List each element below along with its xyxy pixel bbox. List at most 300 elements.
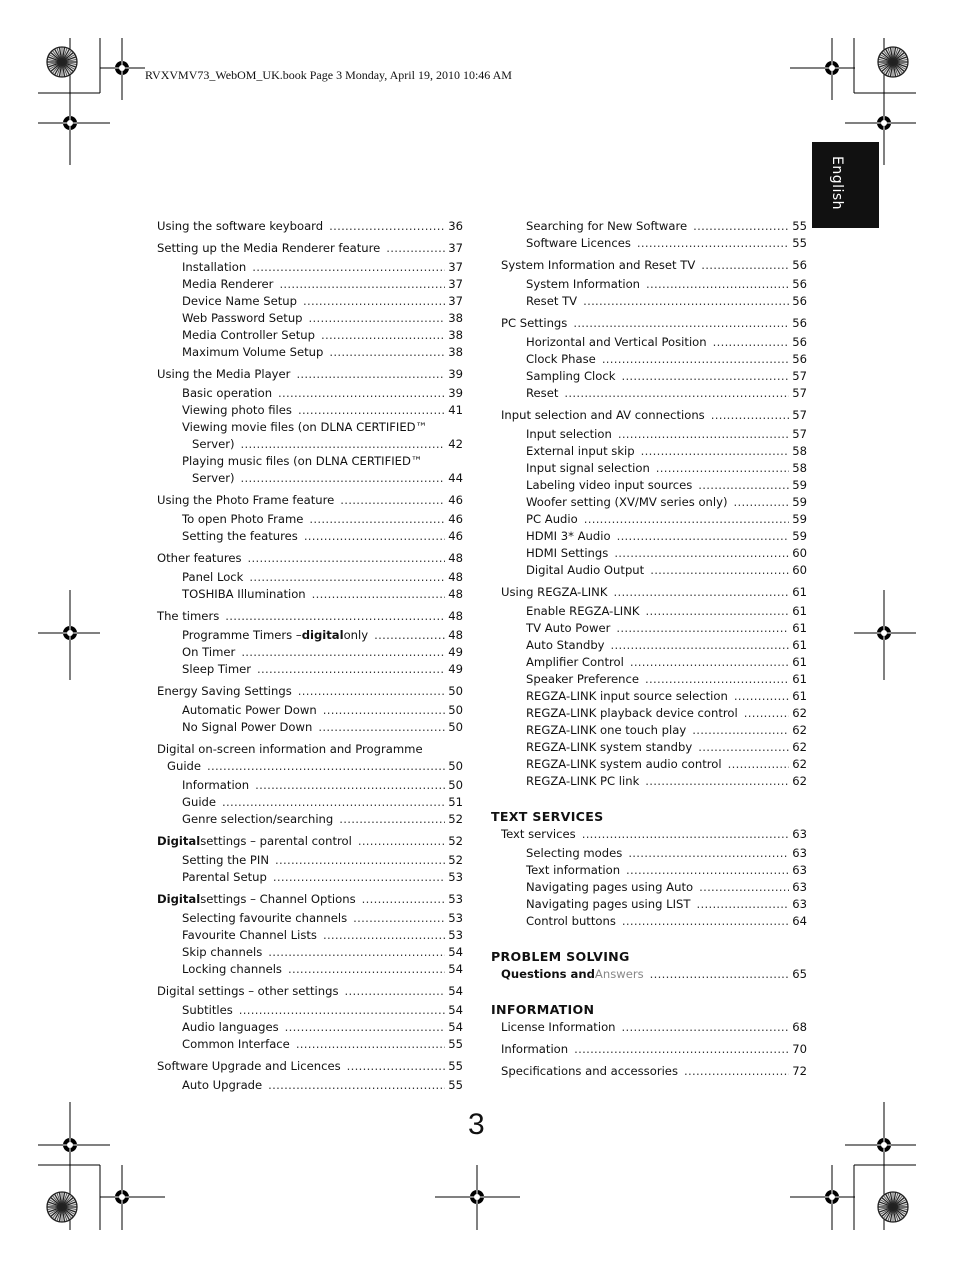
toc-page-number: 61 — [792, 689, 807, 703]
toc-entry-title-bold: Questions and — [501, 967, 595, 981]
toc-page-number: 46 — [448, 493, 463, 507]
dot-leader — [650, 966, 790, 983]
toc-page-number: 57 — [792, 369, 807, 383]
dot-leader — [614, 545, 789, 562]
toc-page-number: 48 — [448, 551, 463, 565]
dot-leader — [701, 257, 789, 274]
dot-leader — [734, 494, 790, 511]
toc-entry[interactable] — [491, 739, 807, 756]
toc-page-number: 41 — [448, 403, 463, 417]
toc-entry-title: Software Upgrade and Licences — [157, 1059, 341, 1073]
dot-leader — [574, 1041, 789, 1058]
toc-entry[interactable] — [157, 741, 463, 775]
toc-page-number: 63 — [792, 863, 807, 877]
toc-page-number: 56 — [792, 258, 807, 272]
dot-leader — [255, 777, 445, 794]
toc-page-number: 62 — [792, 774, 807, 788]
toc-entry[interactable] — [157, 702, 463, 719]
toc-entry[interactable] — [157, 833, 463, 850]
toc-page-number: 39 — [448, 367, 463, 381]
toc-page-number: 55 — [448, 1059, 463, 1073]
toc-entry[interactable] — [157, 240, 463, 257]
toc-page-number: 56 — [792, 352, 807, 366]
toc-page-number: 62 — [792, 757, 807, 771]
dot-leader — [728, 756, 790, 773]
toc-entry[interactable] — [491, 654, 807, 671]
toc-page-number: 63 — [792, 897, 807, 911]
dot-leader — [711, 407, 790, 424]
toc-entry-title: Web Password Setup — [182, 311, 303, 325]
toc-page-number: 63 — [792, 880, 807, 894]
dot-leader — [257, 661, 445, 678]
toc-entry[interactable] — [491, 494, 807, 511]
toc-entry[interactable] — [491, 426, 807, 443]
toc-entry[interactable] — [157, 869, 463, 886]
toc-entry-title: HDMI Settings — [526, 546, 609, 560]
dot-leader — [252, 259, 445, 276]
toc-entry-title: Information — [501, 1042, 569, 1056]
dot-leader — [692, 722, 789, 739]
toc-entry[interactable] — [491, 896, 807, 913]
dot-leader — [241, 436, 446, 453]
toc-entry[interactable] — [491, 705, 807, 722]
dot-leader — [222, 794, 445, 811]
toc-entry[interactable] — [157, 259, 463, 276]
toc-entry-title: Setting up the Media Renderer feature — [157, 241, 381, 255]
toc-page-number: 68 — [792, 1020, 807, 1034]
toc-entry[interactable] — [491, 826, 807, 843]
dot-leader — [645, 671, 789, 688]
dot-leader — [321, 327, 445, 344]
toc-entry-title: Auto Upgrade — [182, 1078, 263, 1092]
dot-leader — [303, 293, 445, 310]
toc-entry[interactable] — [491, 620, 807, 637]
toc-entry-title: Device Name Setup — [182, 294, 297, 308]
toc-entry[interactable] — [157, 927, 463, 944]
dot-leader — [684, 1063, 789, 1080]
toc-entry[interactable] — [491, 671, 807, 688]
toc-entry[interactable] — [157, 1019, 463, 1036]
dot-leader — [386, 240, 445, 257]
toc-entry[interactable] — [157, 852, 463, 869]
toc-entry[interactable] — [491, 773, 807, 790]
toc-entry[interactable] — [157, 683, 463, 700]
toc-entry[interactable] — [157, 511, 463, 528]
toc-entry[interactable] — [157, 661, 463, 678]
dot-leader — [298, 402, 445, 419]
toc-entry-title: Audio languages — [182, 1020, 279, 1034]
toc-entry[interactable] — [491, 235, 807, 252]
dot-leader — [268, 944, 445, 961]
toc-entry[interactable] — [157, 385, 463, 402]
toc-page-number: 37 — [448, 260, 463, 274]
toc-page-number: 55 — [448, 1078, 463, 1092]
dot-leader — [713, 334, 790, 351]
toc-entry[interactable] — [491, 528, 807, 545]
dot-leader — [279, 276, 445, 293]
dot-leader — [207, 758, 445, 775]
toc-page-number: 59 — [792, 495, 807, 509]
toc-entry[interactable] — [491, 862, 807, 879]
dot-leader — [584, 511, 790, 528]
toc-page-number: 62 — [792, 740, 807, 754]
toc-entry-title-cont: Server) — [192, 471, 235, 485]
dot-leader — [340, 492, 445, 509]
dot-leader — [641, 443, 790, 460]
toc-entry-title: Input signal selection — [526, 461, 650, 475]
toc-page-number: 37 — [448, 294, 463, 308]
toc-page-number: 50 — [448, 759, 463, 773]
page-number: 3 — [468, 1108, 485, 1141]
toc-page-number: 54 — [448, 962, 463, 976]
toc-entry[interactable] — [491, 460, 807, 477]
toc-page-number: 61 — [792, 672, 807, 686]
toc-entry[interactable] — [157, 944, 463, 961]
toc-entry[interactable] — [491, 276, 807, 293]
dot-leader — [248, 550, 446, 567]
toc-entry[interactable] — [491, 966, 807, 983]
toc-entry[interactable] — [491, 845, 807, 862]
dot-leader — [362, 891, 446, 908]
toc-page-number: 61 — [792, 621, 807, 635]
toc-page-number: 54 — [448, 1003, 463, 1017]
toc-page-number: 56 — [792, 316, 807, 330]
dot-leader — [628, 845, 789, 862]
toc-entry-title: Panel Lock — [182, 570, 244, 584]
toc-entry[interactable] — [157, 344, 463, 361]
toc-page-number: 63 — [792, 846, 807, 860]
toc-entry-title: Other features — [157, 551, 242, 565]
dot-leader — [323, 927, 445, 944]
dot-leader — [645, 773, 789, 790]
toc-page-number: 59 — [792, 512, 807, 526]
toc-page-number: 60 — [792, 546, 807, 560]
toc-page-number: 44 — [448, 471, 463, 485]
dot-leader — [239, 1002, 445, 1019]
toc-entry[interactable] — [491, 351, 807, 368]
toc-page-number: 52 — [448, 812, 463, 826]
dot-leader — [241, 470, 446, 487]
toc-entry-title: License Information — [501, 1020, 616, 1034]
toc-page-number: 51 — [448, 795, 463, 809]
toc-entry[interactable] — [491, 293, 807, 310]
toc-page-number: 54 — [448, 1020, 463, 1034]
toc-entry-title-suffix: only — [343, 628, 369, 642]
toc-page-number: 56 — [792, 335, 807, 349]
section-heading: TEXT SERVICES — [491, 809, 604, 824]
toc-entry-title: Sleep Timer — [182, 662, 252, 676]
toc-entry[interactable] — [157, 276, 463, 293]
toc-entry-title: Using the Media Player — [157, 367, 291, 381]
toc-entry-title: No Signal Power Down — [182, 720, 313, 734]
toc-page-number: 49 — [448, 662, 463, 676]
toc-entry[interactable] — [491, 1063, 807, 1080]
toc-entry-title: Viewing movie files (on DLNA CERTIFIED™ — [182, 420, 428, 434]
toc-entry-title: REGZA-LINK system standby — [526, 740, 693, 754]
toc-entry[interactable] — [157, 402, 463, 419]
dot-leader — [611, 637, 790, 654]
toc-page-number: 57 — [792, 408, 807, 422]
toc-page-number: 61 — [792, 638, 807, 652]
toc-entry-title: Digital on-screen information and Programme — [157, 742, 423, 756]
toc-page-number: 61 — [792, 585, 807, 599]
dot-leader — [698, 477, 789, 494]
toc-entry[interactable] — [157, 453, 463, 487]
dot-leader — [618, 426, 789, 443]
dot-leader — [298, 683, 445, 700]
toc-page-number: 38 — [448, 345, 463, 359]
toc-entry[interactable] — [157, 327, 463, 344]
toc-entry[interactable] — [157, 550, 463, 567]
toc-page-number: 64 — [792, 914, 807, 928]
toc-entry-title: Selecting modes — [526, 846, 623, 860]
dot-leader — [699, 879, 789, 896]
toc-page-number: 56 — [792, 294, 807, 308]
dot-leader — [626, 862, 789, 879]
toc-entry[interactable] — [491, 443, 807, 460]
toc-entry-title: Reset TV — [526, 294, 578, 308]
star-target-icon — [878, 1192, 908, 1222]
toc-page-number: 48 — [448, 587, 463, 601]
toc-entry[interactable] — [157, 569, 463, 586]
toc-entry-title: Viewing photo files — [182, 403, 292, 417]
toc-entry-title: REGZA-LINK input source selection — [526, 689, 728, 703]
toc-entry-title: REGZA-LINK one touch play — [526, 723, 687, 737]
dot-leader — [744, 705, 789, 722]
toc-entry[interactable] — [491, 584, 807, 601]
toc-entry-title: Installation — [182, 260, 247, 274]
toc-entry-title: HDMI 3* Audio — [526, 529, 611, 543]
toc-entry[interactable] — [157, 608, 463, 625]
toc-entry[interactable] — [491, 1019, 807, 1036]
toc-entry-title: Input selection — [526, 427, 612, 441]
dot-leader — [323, 702, 446, 719]
toc-entry[interactable] — [157, 1036, 463, 1053]
toc-entry[interactable] — [491, 913, 807, 930]
toc-entry[interactable] — [157, 366, 463, 383]
toc-entry-title: Favourite Channel Lists — [182, 928, 317, 942]
toc-entry-title-bold: digital — [301, 628, 344, 642]
toc-entry[interactable] — [157, 586, 463, 603]
dot-leader — [622, 913, 789, 930]
toc-entry-title: TV Auto Power — [526, 621, 611, 635]
toc-entry[interactable] — [491, 1041, 807, 1058]
toc-entry-title: System Information — [526, 277, 641, 291]
toc-entry[interactable] — [157, 777, 463, 794]
toc-entry[interactable] — [491, 603, 807, 620]
toc-page-number: 55 — [448, 1037, 463, 1051]
toc-entry-title: Information — [182, 778, 250, 792]
dot-leader — [309, 511, 445, 528]
toc-entry[interactable] — [491, 218, 807, 235]
toc-entry-title: REGZA-LINK system audio control — [526, 757, 722, 771]
toc-entry[interactable] — [157, 218, 463, 235]
dot-leader — [296, 1036, 445, 1053]
toc-entry-title: The timers — [157, 609, 220, 623]
toc-page-number: 62 — [792, 706, 807, 720]
star-target-icon — [878, 47, 908, 77]
toc-entry[interactable] — [157, 627, 463, 644]
toc-entry[interactable] — [491, 637, 807, 654]
toc-entry-title: PC Audio — [526, 512, 578, 526]
language-tab-label: English — [829, 156, 845, 211]
toc-page-number: 54 — [448, 945, 463, 959]
toc-entry-title: Sampling Clock — [526, 369, 616, 383]
toc-entry[interactable] — [157, 492, 463, 509]
toc-entry[interactable] — [491, 562, 807, 579]
dot-leader — [358, 833, 445, 850]
toc-entry[interactable] — [157, 891, 463, 908]
dot-leader — [249, 569, 445, 586]
toc-page-number: 52 — [448, 853, 463, 867]
toc-page-number: 46 — [448, 529, 463, 543]
toc-page-number: 53 — [448, 911, 463, 925]
toc-entry-title: Digital settings – other settings — [157, 984, 339, 998]
toc-page-number: 58 — [792, 444, 807, 458]
section-heading: INFORMATION — [491, 1002, 595, 1017]
toc-entry[interactable] — [157, 293, 463, 310]
toc-entry[interactable] — [491, 334, 807, 351]
dot-leader — [268, 1077, 445, 1094]
language-tab — [812, 142, 879, 228]
toc-entry[interactable] — [491, 477, 807, 494]
toc-entry[interactable] — [157, 1058, 463, 1075]
toc-entry-title: Control buttons — [526, 914, 616, 928]
toc-entry-title: REGZA-LINK playback device control — [526, 706, 738, 720]
toc-page-number: 57 — [792, 386, 807, 400]
toc-entry-title: Locking channels — [182, 962, 282, 976]
toc-entry-title-bold: Digital — [157, 892, 201, 906]
dot-leader — [734, 688, 789, 705]
toc-entry[interactable] — [157, 644, 463, 661]
dot-leader — [622, 1019, 790, 1036]
toc-page-number: 50 — [448, 703, 463, 717]
toc-entry[interactable] — [157, 961, 463, 978]
toc-entry[interactable] — [491, 407, 807, 424]
dot-leader — [646, 276, 789, 293]
toc-entry[interactable] — [491, 756, 807, 773]
dot-leader — [329, 218, 445, 235]
dot-leader — [617, 528, 790, 545]
toc-entry[interactable] — [157, 811, 463, 828]
toc-entry-title: Text information — [526, 863, 621, 877]
dot-leader — [693, 218, 789, 235]
toc-page-number: 42 — [448, 437, 463, 451]
dot-leader — [374, 627, 445, 644]
toc-entry-title: Speaker Preference — [526, 672, 639, 686]
toc-page-number: 50 — [448, 720, 463, 734]
toc-entry[interactable] — [491, 545, 807, 562]
toc-page-number: 59 — [792, 529, 807, 543]
toc-entry[interactable] — [157, 310, 463, 327]
toc-entry-title: Skip channels — [182, 945, 263, 959]
dot-leader — [630, 654, 789, 671]
toc-page-number: 57 — [792, 427, 807, 441]
toc-entry[interactable] — [157, 1077, 463, 1094]
toc-left-column — [157, 218, 463, 1094]
toc-entry[interactable] — [491, 368, 807, 385]
dot-leader — [329, 344, 445, 361]
toc-entry-title: Media Renderer — [182, 277, 274, 291]
toc-page-number: 38 — [448, 328, 463, 342]
toc-entry[interactable] — [491, 511, 807, 528]
toc-entry-title: Searching for New Software — [526, 219, 688, 233]
toc-entry[interactable] — [491, 315, 807, 332]
dot-leader — [312, 586, 446, 603]
toc-entry-title: Genre selection/searching — [182, 812, 334, 826]
toc-entry-title: Subtitles — [182, 1003, 233, 1017]
toc-page-number: 37 — [448, 277, 463, 291]
dot-leader — [646, 603, 790, 620]
toc-entry-title-cont: Server) — [192, 437, 235, 451]
toc-entry[interactable] — [157, 1002, 463, 1019]
toc-page-number: 48 — [448, 570, 463, 584]
toc-entry-title: Clock Phase — [526, 352, 596, 366]
toc-entry-title: Auto Standby — [526, 638, 605, 652]
toc-entry-title: Maximum Volume Setup — [182, 345, 324, 359]
dot-leader — [225, 608, 445, 625]
toc-entry[interactable] — [157, 528, 463, 545]
toc-entry[interactable] — [157, 719, 463, 736]
toc-page-number: 63 — [792, 827, 807, 841]
toc-entry[interactable] — [491, 879, 807, 896]
toc-entry-title: On Timer — [182, 645, 236, 659]
dot-leader — [353, 910, 445, 927]
toc-entry[interactable] — [491, 722, 807, 739]
toc-page-number: 65 — [792, 967, 807, 981]
toc-entry[interactable] — [491, 257, 807, 274]
toc-entry-title-cont: Guide — [167, 759, 202, 773]
dot-leader — [275, 852, 445, 869]
toc-page-number: 36 — [448, 219, 463, 233]
toc-entry[interactable] — [157, 794, 463, 811]
toc-entry[interactable] — [157, 910, 463, 927]
toc-entry[interactable] — [157, 983, 463, 1000]
file-info-header: RVXVMV73_WebOM_UK.book Page 3 Monday, April 19, 2010 10:46 AM — [145, 68, 512, 82]
dot-leader — [296, 366, 445, 383]
star-target-icon — [47, 1192, 77, 1222]
toc-entry[interactable] — [157, 419, 463, 453]
toc-page-number: 50 — [448, 778, 463, 792]
dot-leader — [573, 315, 789, 332]
toc-page-number: 46 — [448, 512, 463, 526]
toc-entry-title: System Information and Reset TV — [501, 258, 696, 272]
toc-entry-title: External input skip — [526, 444, 635, 458]
toc-page-number: 52 — [448, 834, 463, 848]
dot-leader — [339, 811, 445, 828]
toc-entry-title: Navigating pages using LIST — [526, 897, 691, 911]
toc-entry-title: Enable REGZA-LINK — [526, 604, 640, 618]
dot-leader — [637, 235, 789, 252]
toc-entry[interactable] — [491, 385, 807, 402]
toc-entry-title: Using the Photo Frame feature — [157, 493, 335, 507]
toc-entry-title: Common Interface — [182, 1037, 290, 1051]
toc-entry-title: Using the software keyboard — [157, 219, 324, 233]
toc-entry-title: REGZA-LINK PC link — [526, 774, 640, 788]
toc-entry-title: Energy Saving Settings — [157, 684, 292, 698]
toc-right-column — [491, 218, 807, 1080]
dot-leader — [241, 644, 445, 661]
toc-page-number: 61 — [792, 604, 807, 618]
toc-entry-title: Programme Timers – — [182, 628, 302, 642]
toc-entry[interactable] — [491, 688, 807, 705]
toc-entry-title-suffix: settings – Channel Options — [200, 892, 356, 906]
dot-leader — [621, 368, 789, 385]
toc-entry-title: Horizontal and Vertical Position — [526, 335, 707, 349]
toc-entry-title-suffix: settings – parental control — [200, 834, 352, 848]
toc-entry-title: Setting the PIN — [182, 853, 269, 867]
toc-page-number: 48 — [448, 628, 463, 642]
